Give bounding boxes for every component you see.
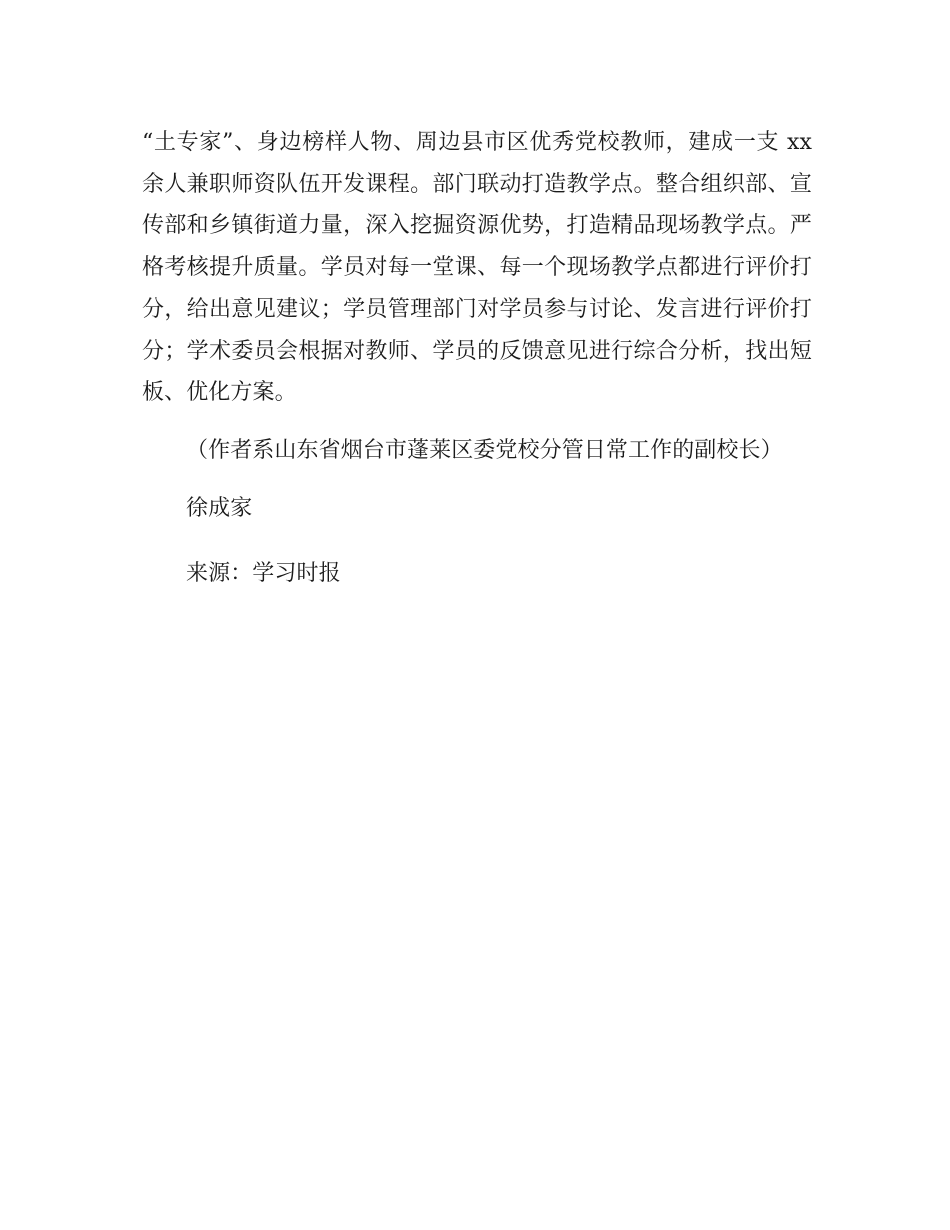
author-name: 徐成家 — [186, 495, 253, 521]
body-paragraph: “土专家”、身边榜样人物、周边县市区优秀党校教师，建成一支 xx 余人兼职师资队伍开发课程。部门联动打造教学点。整合组织部、宣传部和乡镇街道力量，深入挖掘资源优势，打造精品现场教学点。严格考核提升质量。学员对每一堂课、每一个现场教学点都进行评价打分，给出意见建议；学员管理部门对学员参与讨论、发言进行评价打分；学术委员会根据对教师、学员的反馈意见进行综合分析，找出短板、优化方案。 — [142, 130, 812, 406]
author-note: （作者系山东省烟台市蓬莱区委党校分管日常工作的副校长） — [186, 437, 783, 463]
document-content — [142, 122, 812, 595]
source-line: 来源：学习时报 — [186, 561, 341, 587]
